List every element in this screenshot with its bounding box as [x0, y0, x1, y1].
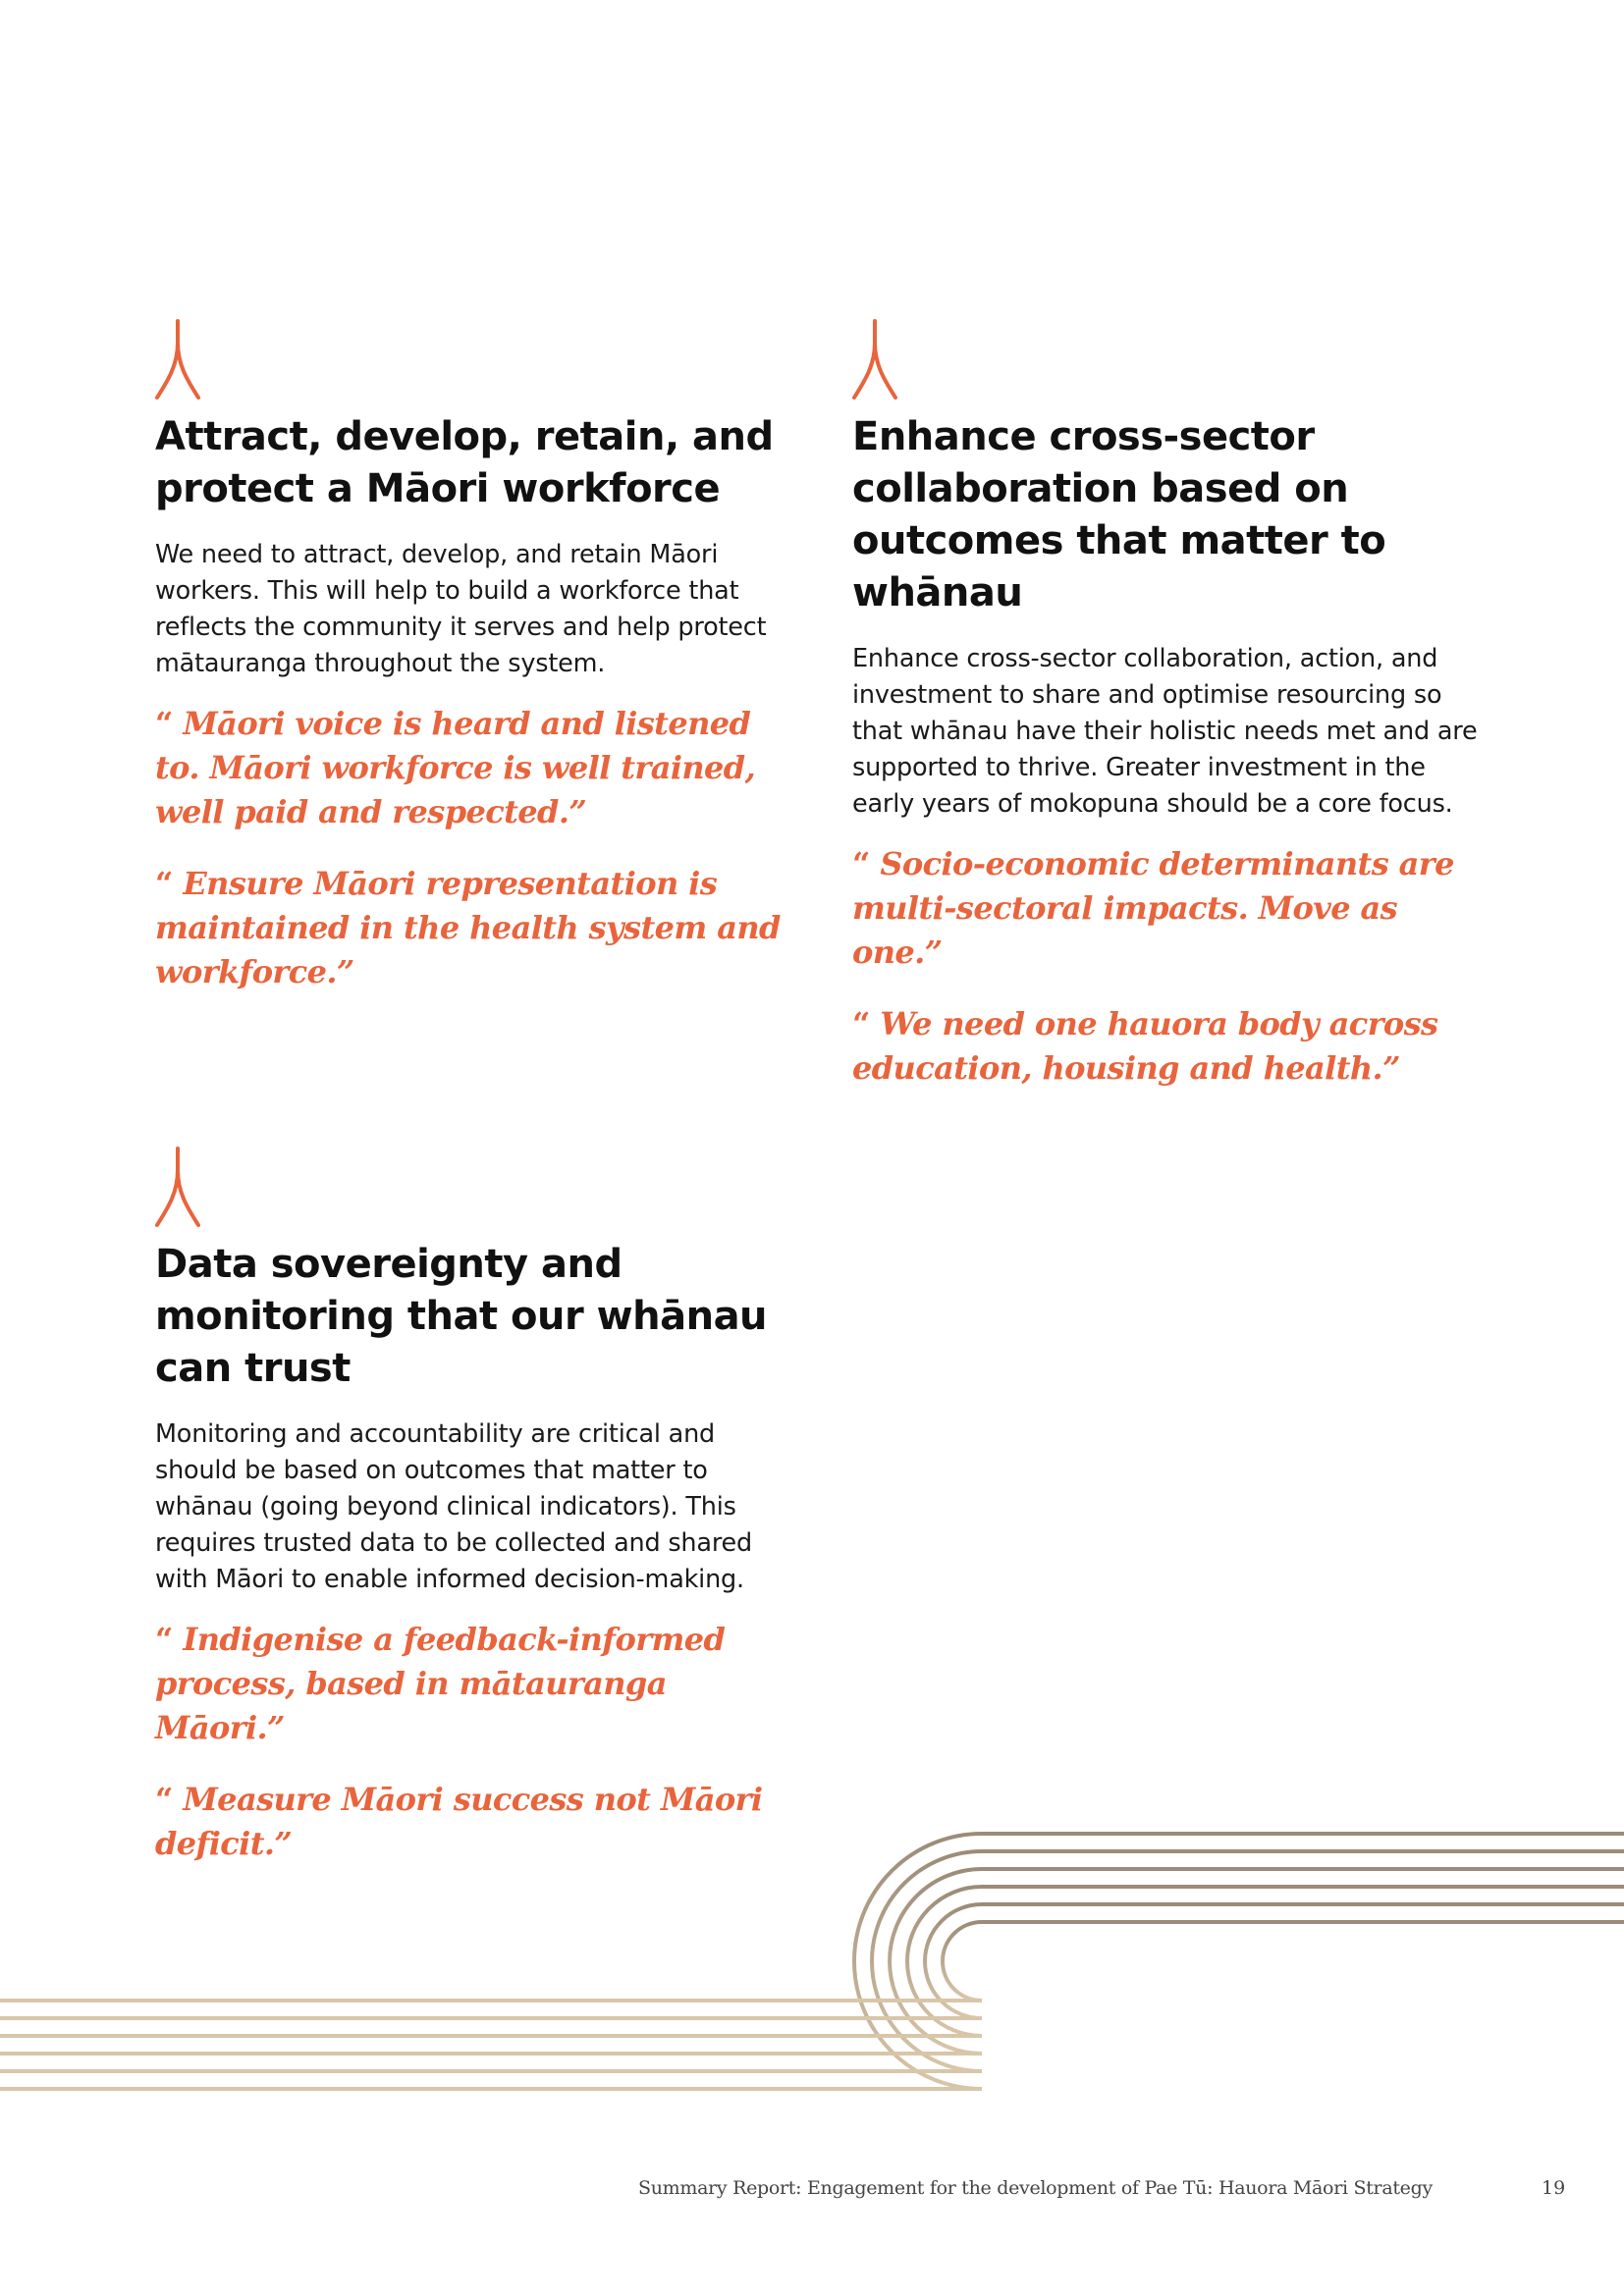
section-body: We need to attract, develop, and retain Māori workers. This will help to build a workforce that reflects the community it serves and help protect mātauranga throughout the system.	[155, 540, 767, 678]
quote	[155, 1618, 784, 1750]
quote-mark-icon: “	[155, 1621, 173, 1658]
quote-mark-icon: “	[852, 1005, 870, 1042]
quote-text: Measure Māori success not Māori deficit.”	[155, 1781, 763, 1862]
section-body: Enhance cross-sector collaboration, action, and investment to share and optimise resourcing so that whānau have their holistic needs met and are supported to thrive. Greater investment in the early years of mokopuna should be a core focus.	[852, 644, 1478, 819]
koru-arch-icon	[155, 319, 200, 403]
quote-text: Socio-economic determinants are multi-sectoral impacts. Move as one.”	[852, 845, 1454, 971]
quote-text: Ensure Māori representation is maintained in the health system and workforce.”	[155, 865, 781, 990]
section-heading: Data sovereignty and monitoring that our whānau can trust	[155, 1242, 768, 1391]
section-cross-sector	[852, 319, 1481, 1118]
quote	[155, 702, 784, 834]
quote-text: Māori voice is heard and listened to. Māori workforce is well trained, well paid and respected.”	[155, 705, 756, 830]
quote-mark-icon: “	[155, 705, 173, 742]
section-heading: Enhance cross-sector collaboration based on outcomes that matter to whānau	[852, 414, 1386, 615]
section-body: Monitoring and accountability are critical and should be based on outcomes that matter to whānau (going beyond clinical indicators). This requires trusted data to be collected and shared with Māori to enable informed decision-making.	[155, 1419, 753, 1594]
quote-mark-icon: “	[155, 1781, 173, 1818]
page-number: 19	[1542, 2177, 1566, 2199]
koru-wave-decoration	[0, 1767, 1624, 2160]
quote-mark-icon: “	[852, 845, 870, 882]
quote	[852, 1002, 1481, 1091]
quote-mark-icon: “	[155, 865, 173, 902]
section-heading: Attract, develop, retain, and protect a Māori workforce	[155, 414, 774, 511]
footer-title: Summary Report: Engagement for the development of Pae Tū: Hauora Māori Strategy	[638, 2177, 1433, 2199]
quote-text: Indigenise a feedback-informed process, based in mātauranga Māori.”	[155, 1621, 726, 1746]
quote	[155, 862, 784, 994]
quote-text: We need one hauora body across education, housing and health.”	[852, 1005, 1438, 1087]
section-workforce	[155, 319, 784, 1022]
quote	[852, 842, 1481, 975]
koru-arch-icon	[852, 319, 897, 403]
koru-arch-icon	[155, 1147, 200, 1231]
